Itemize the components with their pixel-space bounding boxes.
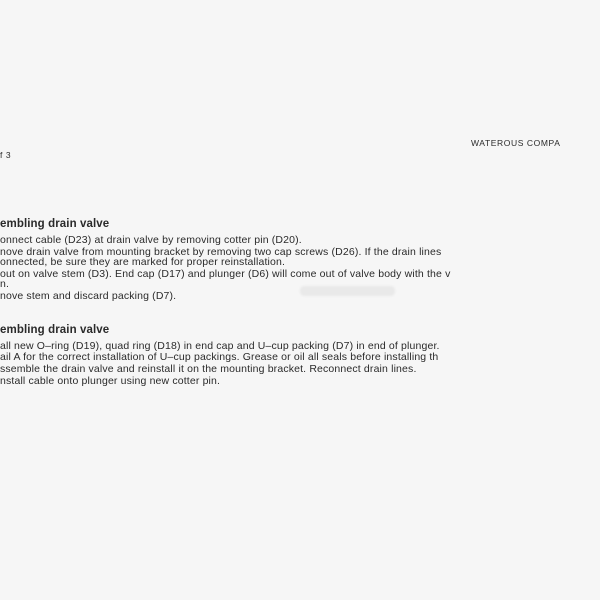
assembly-step-line: ssemble the drain valve and reinstall it on the mounting bracket. Reconnect drain lines. [0, 363, 417, 375]
disassembly-step-line: nove drain valve from mounting bracket by removing two cap screws (D26). If the drain lines [0, 246, 442, 258]
assembly-step-line: nstall cable onto plunger using new cotter pin. [0, 375, 221, 387]
disassembly-step-line: onnected, be sure they are marked for proper reinstallation. [0, 256, 286, 268]
page-indicator: f 3 [0, 150, 12, 160]
assembling-heading: embling drain valve [0, 324, 110, 336]
disassembly-step-line: onnect cable (D23) at drain valve by removing cotter pin (D20). [0, 234, 302, 246]
disassembly-step-line: nove stem and discard packing (D7). [0, 290, 177, 302]
assembly-step-line: all new O–ring (D19), quad ring (D18) in end cap and U–cup packing (D7) in end of plunger. [0, 340, 440, 352]
assembly-step-line: ail A for the correct installation of U–cup packings. Grease or oil all seals before installing th [0, 351, 439, 363]
disassembling-heading: embling drain valve [0, 218, 110, 230]
scan-smudge [300, 286, 395, 296]
disassembly-step-line: n. [0, 278, 10, 290]
disassembly-step-line: out on valve stem (D3). End cap (D17) and plunger (D6) will come out of valve body with the v [0, 268, 451, 280]
company-name: WATEROUS COMPA [471, 138, 561, 148]
